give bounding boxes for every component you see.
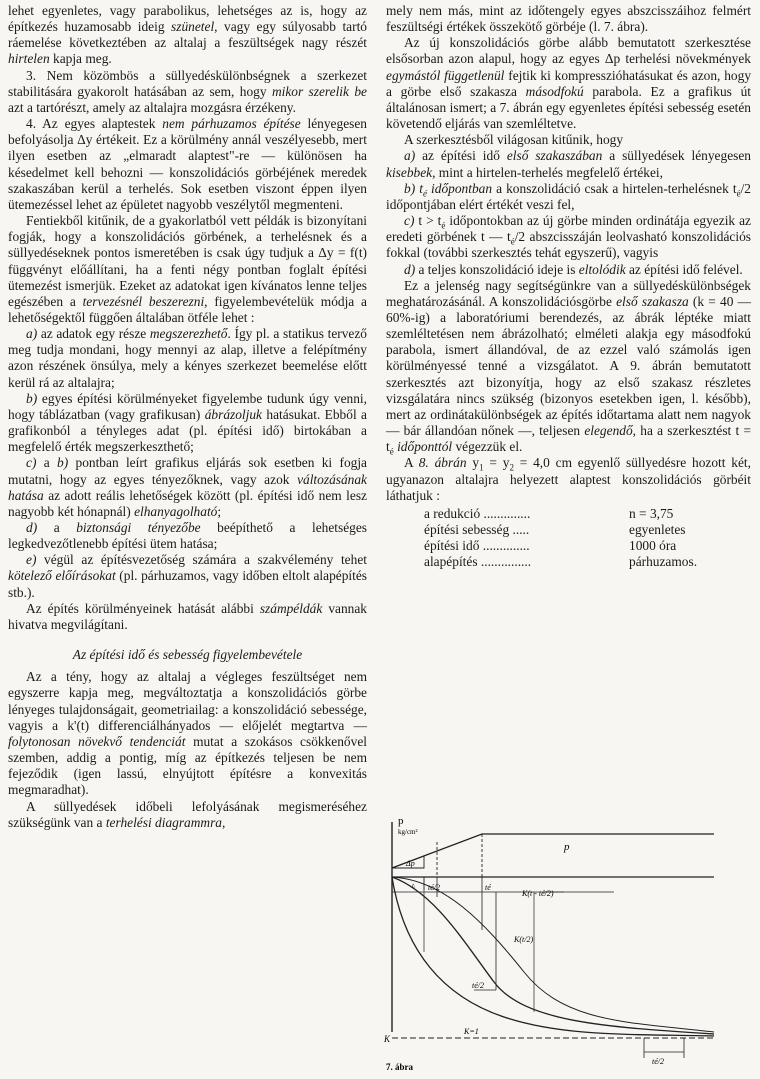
- parameter-list: [424, 506, 697, 570]
- text-run: A szerkesztésből világosan kitűnik, hogy: [404, 132, 624, 148]
- text-run: mely nem más, mint az időtengely egyes abszcisszáihoz felmért feszültségi értékek összekötő görbéje (l. 7. ábra).: [386, 3, 751, 35]
- paragraph: [8, 455, 367, 520]
- text-run: mikor szerelik be: [271, 83, 367, 99]
- paragraph: [8, 3, 367, 68]
- text-run: = y: [483, 455, 510, 471]
- consolidation-curve-gradual: [392, 877, 714, 1034]
- right-column-text: [386, 3, 751, 504]
- text-run: elegendő: [584, 423, 633, 439]
- text-run: b) t: [404, 180, 423, 196]
- text-run: a konszolidáció csak a hirtelen-terhelésnek t: [492, 180, 737, 196]
- paragraph: [8, 552, 367, 600]
- text-run: 3. Nem közömbös a süllyedéskülönbségnek a szerkezet stabilitására gyakorolt hatásában az sem, hogy: [8, 67, 367, 99]
- text-run: az adatok egy része: [37, 326, 150, 342]
- text-run: b): [57, 455, 69, 471]
- text-run: végezzük el.: [452, 439, 523, 455]
- text-run: d): [404, 261, 416, 277]
- text-run: egyes építési körülményeket figyelembe tudunk úgy venni, hogy táblázatban (vagy grafikusan): [8, 390, 367, 422]
- label-te-half-mid: té/2: [472, 981, 484, 990]
- paragraph: [386, 278, 751, 456]
- text-run: , vagy egy súlyosabb tartó ráemelése következtében az altalaj a feszültségek nagy részét: [8, 19, 367, 51]
- parameter-row: [424, 538, 697, 554]
- text-run: beépíthető a lehetséges legkedvezőtlenebb építési ütem hatása;: [8, 520, 367, 552]
- text-run: a süllyedések lényegesen: [602, 148, 751, 164]
- label-k-one: K=1: [464, 1027, 479, 1036]
- text-run: Fentiekből kitűnik, de a gyakorlatból vett példák is bizonyítani fogják, hogy a konszolidációs görbének, a terhelésnek és a süllyedéseknek pontos ismeretében is csak úgy tudjuk a Δy = f(t) függvényt előállítani, ha a fenti négy pontban foglalt építési ütemezést ismerjük. Ezeket az adatokat igen kívánatos lenne teljes egészében a: [8, 213, 367, 309]
- paragraph: [8, 799, 367, 831]
- text-run: kisebbek: [386, 164, 433, 180]
- paragraph: [386, 132, 751, 148]
- text-run: megszerezhető: [149, 326, 228, 342]
- parameter-row: [424, 554, 697, 570]
- parameter-label: alapépítés ...............: [424, 553, 532, 569]
- text-run: Az építés körülményeinek hatását alábbi: [26, 600, 260, 616]
- parameter-value: egyenletes: [629, 521, 686, 537]
- text-run: vannak hivatva megvilágítani.: [8, 600, 367, 632]
- text-run: eltolódik: [578, 261, 626, 277]
- label-te-half-bottom: té/2: [652, 1057, 664, 1066]
- text-run: é: [422, 188, 427, 199]
- text-run: lényegesen befolyásolja Δy értékeit. Ez a körülmény annál veszélyesebb, mert ilyen esetben az „elmaradt alaptest"-re — különösen ha késedelmet kell behozni — konszolidációs görbéjének meredek szakaszában kerül a terhelés. Sok esetben viszont éppen ilyen ütemezéssel lehet az épületet nagyobb veszélytől megmenteni.: [8, 116, 367, 212]
- parameter-value: n = 3,75: [629, 505, 674, 521]
- text-run: első szakaszában: [506, 148, 603, 164]
- label-te-top: té: [485, 883, 491, 892]
- text-run: 4. Az egyes alaptestek: [26, 116, 163, 132]
- parameter-row: [424, 522, 697, 538]
- label-k-half: K(t/2): [514, 935, 534, 944]
- text-run: é: [441, 220, 446, 231]
- label-p-unit: kg/cm²: [398, 828, 418, 836]
- text-run: /2 abszcisszáján leolvasható konszolidációs fokkal (további szerkesztés tehát egyszerű), vagyis: [386, 229, 751, 261]
- text-run: a: [37, 520, 77, 535]
- paragraph: [386, 148, 751, 180]
- text-run: /2 időpontjában elért értékét veszi fel,: [386, 180, 751, 212]
- paragraph: [386, 3, 751, 35]
- text-run: t > t: [414, 213, 442, 229]
- paragraph: [8, 68, 367, 116]
- text-run: tervezésnél beszerezni: [82, 293, 205, 309]
- text-run: 2: [509, 463, 514, 474]
- text-run: c): [404, 213, 415, 229]
- label-te-half-top: té/2: [428, 883, 440, 892]
- text-run: a): [404, 148, 416, 164]
- text-run: fejtik ki kompresszióhatásukat és azon, hogy a görbe első szakasza: [386, 67, 752, 99]
- load-diagram-line: [392, 834, 714, 868]
- paragraph: [8, 116, 367, 213]
- text-run: folytonosan növekvő tendenciát: [8, 733, 186, 749]
- text-run: kapja meg.: [49, 51, 112, 67]
- paragraph: [8, 601, 367, 633]
- text-run: d): [26, 520, 38, 535]
- label-p-axis: p: [398, 815, 404, 827]
- text-run: időpontokban az új görbe minden ordinátája egyezik az eredeti görbének t — t: [386, 213, 751, 245]
- paragraph: [8, 520, 367, 552]
- text-run: , ha a szerkesztést t = t: [386, 423, 751, 455]
- text-run: A süllyedések időbeli lefolyásának megismeréséhez szükségünk van a: [8, 798, 367, 830]
- paragraph: [386, 262, 751, 278]
- text-run: az építési idő felével.: [625, 261, 743, 277]
- text-run: é: [736, 188, 741, 199]
- text-run: számpéldák: [259, 600, 323, 616]
- text-run: egymástól függetlenül: [386, 67, 505, 83]
- figure-7: [384, 812, 754, 1074]
- paragraph: [8, 213, 367, 326]
- text-run: Az építési idő és sebesség figyelembevétele: [72, 647, 303, 663]
- text-run: e): [26, 552, 37, 568]
- left-column: [8, 3, 367, 831]
- paragraph: [386, 181, 751, 213]
- parameter-value: párhuzamos.: [629, 553, 698, 569]
- text-run: végül az építésvezetőség számára a szakvélemény tehet: [36, 552, 367, 568]
- text-run: hirtelen: [8, 51, 50, 67]
- text-run: b): [26, 390, 38, 406]
- text-run: y: [466, 455, 480, 471]
- text-run: változásának hatása: [8, 471, 367, 503]
- section-heading: [8, 647, 367, 663]
- text-run: a: [36, 455, 58, 471]
- text-run: nem párhuzamos építése: [162, 116, 301, 132]
- text-run: biztonsági tényezőbe: [76, 520, 201, 535]
- text-run: , mint a hirtelen-terhelés megfelelő értékei,: [432, 164, 663, 180]
- label-p-line: p: [564, 841, 570, 853]
- parameter-label: a redukció ..............: [424, 505, 531, 521]
- text-run: é: [389, 446, 394, 457]
- text-run: Az a tény, hogy az altalaj a végleges feszültséget nem egyszerre kapja meg, megváltoztatja a konszolidációs görbe lényeges tulajdonságait, geometriailag: a konszolidáció sebessége, vagyis a k'(t) differenciálhányados — előjelét megtartva —: [8, 669, 367, 733]
- text-run: A: [404, 455, 419, 471]
- figure-caption: 7. ábra: [386, 1062, 413, 1072]
- text-run: c): [26, 455, 37, 471]
- text-run: Az új konszolidációs görbe alább bemutatott szerkesztése elsősorban azon alapul, hogy az egyes Δp terhelési növekmények: [386, 35, 751, 67]
- text-run: , figyelembevételük módja a lehetőségektől függően általában ötféle lehet :: [8, 293, 368, 325]
- right-column: [386, 3, 751, 570]
- text-run: az építési idő: [415, 148, 507, 164]
- paragraph: [386, 213, 751, 261]
- text-run: 8. ábrán: [418, 455, 467, 471]
- text-run: mutat a szokásos csökkenővel szemben, addig a pontig, míg az építkezés teljesen be nem fejeződik (igen lassú, elnyújtott építésre a konvexitás megmaradhat).: [8, 733, 367, 798]
- text-run: ;: [217, 503, 222, 519]
- text-run: (k = 40 — 60%-ig) a laboratóriumi berendezés, az ábrák léptéke miatt szemléltetésen nem ábrázolható; elméleti alakja egy másodfokú parabola, ismert állandóval, de az ezzel való számolás igen körülményessé tenné a vizsgálatot. A 9. ábrán bemutatott szerkesztés azt bizonyítja, hogy az első szakasz részletes vizsgálatára nincs szükség (bizonyos esetekben igen, l. később), mert az ordinátakülönbségek az építés időtartama alatt nem nagyok — bár állandóan nőnek —, teljesen: [386, 293, 751, 439]
- parameter-row: [424, 506, 697, 522]
- text-run: kötelező előírásokat: [8, 568, 116, 584]
- text-run: másodfokú: [525, 83, 584, 99]
- text-run: = 4,0 cm egyenlő süllyedésre hozott két, ugyanazon altalajra helyezett alaptest konszolidációs görbéit láthatjuk :: [386, 455, 751, 503]
- text-run: lehet egyenletes, vagy parabolikus, lehetséges az is, hogy az építkezés huzamosabb ideig: [8, 3, 367, 35]
- text-run: időpontban: [426, 180, 493, 196]
- label-delta-p: Δp: [406, 859, 415, 868]
- label-k-axis: K: [384, 1034, 391, 1044]
- consolidation-curve-shifted: [392, 877, 714, 1032]
- paragraph: [386, 35, 751, 132]
- text-run: időponttól: [393, 439, 453, 455]
- text-run: 1: [479, 463, 484, 474]
- parameter-label: építési idő ..............: [424, 537, 530, 553]
- text-run: (pl. párhuzamos, vagy időben eltolt alapépítés stb.).: [8, 568, 367, 600]
- text-run: terhelési diagrammra: [105, 814, 222, 830]
- parameter-value: 1000 óra: [629, 537, 677, 553]
- consolidation-curve-sudden: [392, 877, 714, 1036]
- text-run: elhanyagolható: [134, 503, 218, 519]
- text-run: ,: [222, 814, 226, 830]
- text-run: szünetel: [171, 19, 215, 35]
- text-run: parabola. Ez a grafikus út általánosan ismert; a 7. ábrán egy egyenletes építési sebesség esetén követendő eljárás van szemléltetve.: [386, 83, 752, 132]
- text-run: az adott reális lehetőségek között (pl. építési idő nem lesz nagyobb két hónapnál): [8, 487, 367, 519]
- paragraph: [386, 455, 751, 503]
- paragraph: [8, 391, 367, 456]
- text-run: azt a tartórészt, amely az altalajra mozgásra érzékeny.: [8, 99, 296, 115]
- text-run: . Így pl. a statikus tervező meg tudja mondani, hogy mennyi az alap, illetve a felépítmény azon részének önsúlya, mely a kényes szerkezet beemelése előtt kerül rá az altalajra;: [8, 326, 367, 390]
- text-run: hatásukat. Ebből a grafikonból a tényleges adat (pl. építési idő) birtokában a megfelelő érték megszerkeszthető;: [8, 406, 367, 455]
- text-run: ábrázoljuk: [204, 406, 263, 422]
- text-run: a teljes konszolidáció ideje is: [415, 261, 579, 277]
- text-run: első szakasza: [616, 293, 689, 309]
- paragraph: [8, 669, 367, 798]
- text-run: é: [510, 236, 515, 247]
- label-t-small: tᵢ: [412, 882, 416, 890]
- parameter-label: építési sebesség .....: [424, 521, 530, 537]
- paragraph: [8, 326, 367, 391]
- text-run: a): [26, 326, 38, 342]
- text-run: Ez a jelenség nagy segítségünkre van a süllyedéskülönbségek meghatározásánál. A konszolidációsgörbe: [386, 277, 751, 309]
- label-k-t-minus: K(t - té/2): [522, 889, 554, 898]
- text-run: pontban leírt grafikus eljárás sok esetben ki fogja mutatni, hogy az egyes tényezőknek, vagy azok: [8, 455, 367, 487]
